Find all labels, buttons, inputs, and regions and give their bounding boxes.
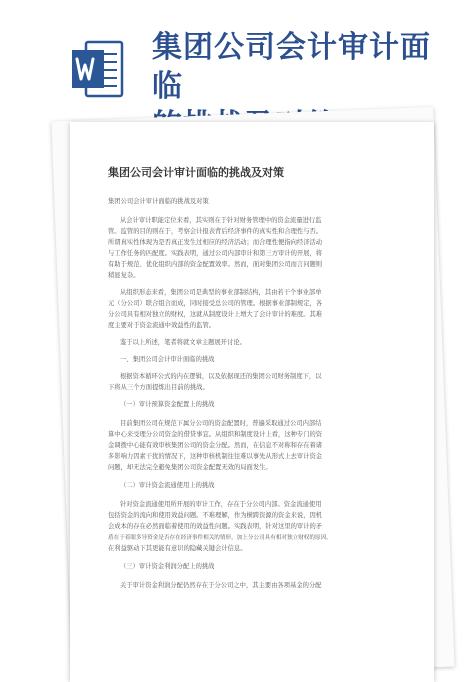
document-line: （三）审计资金利润分配上的挑战 bbox=[120, 563, 215, 570]
document-line: 在利益驱动下其更能有意识的隐藏关键会计信息。 bbox=[108, 545, 247, 552]
document-line: 关于审计资金利润分配仍然存在于分公司之中，其主要由各项基金的分配 bbox=[120, 582, 322, 589]
document-line: 从会计审计职能定位来看，其实则在于针对财务管理中的资金流量进行监 bbox=[120, 217, 322, 224]
document-line: 集团公司会计审计面临的挑战及对策 bbox=[108, 198, 209, 205]
document-line: 针对资金流通使用所开展的审计工作，存在于分公司内部。资金流通使用 bbox=[120, 501, 322, 508]
document-line: 金调拨中心能有效审核集团公司的资金分配。然而，在信息不对称和存在着诸 bbox=[108, 442, 323, 449]
document-line: 会成本的存在必然面临着使用的效益性问题。实践表明，针对这里的审计的矛 bbox=[108, 523, 323, 530]
document-line: （二）审计资金流通使用上的挑战 bbox=[120, 482, 215, 489]
document-title: 集团公司会计审计面临的挑战及对策 bbox=[108, 166, 284, 179]
document-line: 下将从三个方面提炼出目前的挑战。 bbox=[108, 384, 209, 391]
document-line: 分公司具有相对独立的财权，这就从制度设计上增大了会计审计的难度。其难 bbox=[108, 311, 323, 318]
document-line: 盾在于着眼多导资金是否存在经济事件相关的情形，加上分公司具有相对独立财权的原因， bbox=[108, 535, 332, 541]
banner-title-line1: 集团公司会计审计面临 bbox=[152, 30, 431, 104]
document-line: 问题，却无法完全避免集团公司资金配置无效的局面发生。 bbox=[108, 464, 272, 471]
word-icon bbox=[70, 40, 124, 98]
document-line: 算中心来受理分公司资金的借贷事宜。从组织和制度设计上看，这种专门的资 bbox=[108, 431, 323, 438]
banner bbox=[0, 0, 474, 118]
document-line: 多影响力因素干扰的情况下，这种审核机制往往难以事先从形式上去审计资金 bbox=[108, 453, 323, 460]
document-line: 所谓真实性体现为是否真正发生过相应的经济活动；而合理性便指向经济活动 bbox=[108, 239, 323, 246]
document-line: 鉴于以上所述，笔者将就文章主题展开讨论。 bbox=[120, 339, 246, 346]
document-line: （一）审计预算资金配置上的挑战 bbox=[120, 401, 215, 408]
document-line: 根据资本循环公式的内在逻辑，以及依据现还的集团公司财务制度下，以 bbox=[120, 373, 322, 380]
document-line: 元（分公司）联合组合而成，同时接受总公司的管理。根据事业部制规定，各 bbox=[108, 300, 323, 307]
document-line: 管。监管的目的则在于，考察会计报表背后经济事件的真实性和合理性与否。 bbox=[108, 228, 323, 235]
document-line: 稍显复杂。 bbox=[108, 272, 140, 279]
document-line: 一、集团公司会计审计面临的挑战 bbox=[120, 356, 215, 363]
document-line: 包括资金的流向和使用效益问题。不难理解，作为横跨资源的资金来说，因机 bbox=[108, 512, 323, 519]
document-line: 目前集团公司在规范下属分公司的资金配置时，普遍采取通过公司内部结 bbox=[120, 420, 322, 427]
document-line: 从组织形态来看，集团公司是典型的事业部制结构，其由若干个事业部单 bbox=[120, 289, 322, 296]
document-sheet bbox=[70, 122, 434, 682]
document-line: 与工作任务的匹配度。实践表明，通过公司内部审计和第三方审计的开展，将 bbox=[108, 250, 323, 257]
document-line: 度主要对于资金流通中效益性的监管。 bbox=[108, 322, 216, 329]
document-line: 有助于规范、优化组织内部的资金配置效率。然而，面对集团公司而言问题则 bbox=[108, 261, 323, 268]
